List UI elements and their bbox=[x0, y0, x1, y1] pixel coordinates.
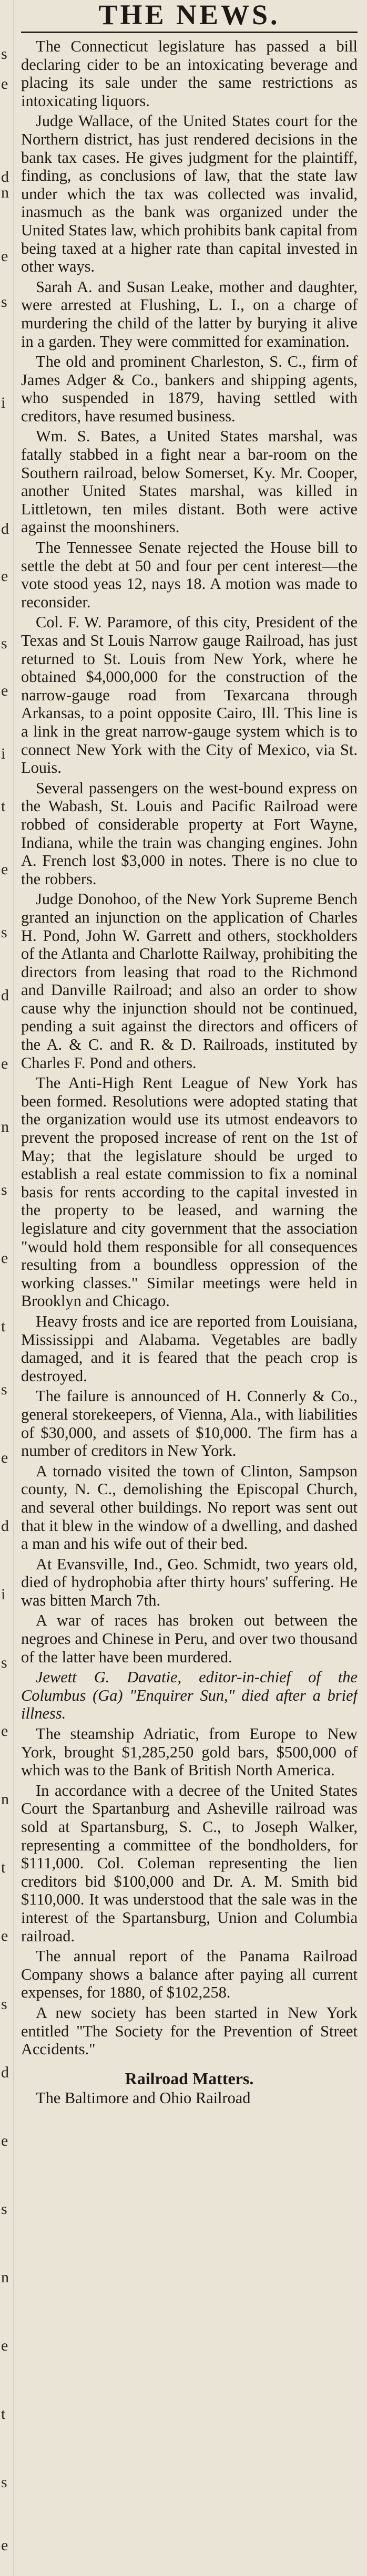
edge-fragment: i bbox=[1, 1586, 6, 1603]
edge-fragment: n bbox=[1, 184, 9, 201]
masthead-title: THE NEWS. bbox=[98, 0, 280, 29]
edge-fragment: e bbox=[1, 682, 8, 699]
edge-fragment: e bbox=[1, 861, 8, 878]
edge-fragment: e bbox=[1, 1927, 8, 1944]
edge-fragment: s bbox=[1, 2474, 7, 2491]
news-item: The Connecticut legislature has passed a bill declaring cider to be an intoxicating beverage and placing its sale under the same restrictions as intoxicating liquors. bbox=[21, 37, 358, 110]
edge-fragment: s bbox=[1, 45, 7, 63]
news-item: Heavy frosts and ice are reported from Louisiana, Mississippi and Alabama. Vegetables are badly damaged, and it is feared that the peach crop is destroyed. bbox=[21, 1312, 358, 1385]
edge-fragment: n bbox=[1, 1791, 9, 1808]
edge-fragment: i bbox=[1, 745, 6, 762]
news-item: The steamship Adriatic, from Europe to New York, brought $1,285,250 gold bars, $500,000 of which was to the Bank of British North America. bbox=[21, 1725, 358, 1780]
news-item: The old and prominent Charleston, S. C., firm of James Adger & Co., bankers and shipping agents, who suspended in 1879, having settled with creditors, have resumed business. bbox=[21, 353, 358, 425]
edge-fragment: t bbox=[1, 1859, 6, 1876]
edge-fragment: s bbox=[1, 293, 7, 311]
edge-fragment: s bbox=[1, 1995, 7, 2013]
edge-fragment: n bbox=[1, 1118, 9, 1135]
edge-fragment: d bbox=[1, 987, 9, 1004]
section-item: The Baltimore and Ohio Railroad bbox=[36, 2088, 251, 2107]
news-item: Sarah A. and Susan Leake, mother and daughter, were arrested at Flushing, L. I., on a charge of murdering the child of the latter by burying it alive in a garden. They were committed for examination. bbox=[21, 277, 358, 350]
news-item: Jewett G. Davatie, editor-in-chief of the Columbus (Ga) "Enquirer Sun," died after a brief illness. bbox=[21, 1668, 358, 1723]
news-item: At Evansville, Ind., Geo. Schmidt, two years old, died of hydrophobia after thirty hours' suffering. He was bitten March 7th. bbox=[21, 1555, 358, 1609]
news-item: Judge Wallace, of the United States court for the Northern district, has just rendered decisions in the bank tax cases. He gives judgment for the plaintiff, finding, as conclusions of law, that the state law under which the tax was collected was invalid, inasmuch as the bank was organized under the United States law, which prohibits bank capital from being taxed at a higher rate than capital invested in other ways. bbox=[21, 112, 358, 276]
edge-fragment: e bbox=[1, 1249, 8, 1267]
news-item: The annual report of the Panama Railroad Company shows a balance after paying all current expenses, for 1880, of $102,258. bbox=[21, 1947, 358, 2002]
news-item: Wm. S. Bates, a United States marshal, was fatally stabbed in a fight near a bar-room on the Southern railroad, below Somerset, Ky. Mr. Cooper, another United States marshal, was killed in Littletown, ten miles distant. Both were active against the moonshiners. bbox=[21, 427, 358, 536]
edge-fragment: e bbox=[1, 567, 8, 585]
edge-fragment: e bbox=[1, 75, 8, 92]
edge-fragment: t bbox=[1, 798, 6, 815]
edge-fragment: s bbox=[1, 924, 7, 941]
edge-fragment: e bbox=[1, 1449, 8, 1466]
section-items bbox=[21, 2089, 358, 2107]
news-item: Several passengers on the west-bound express on the Wabash, St. Louis and Pacific Railroad were robbed of considerable property at Fort Wayne, Indiana, while the train was changing engines. John A. French lost $3,000 in notes. There is no clue to the robbers. bbox=[21, 779, 358, 888]
edge-fragment: d bbox=[1, 168, 9, 185]
edge-fragment: t bbox=[1, 1318, 6, 1335]
news-item: The Tennessee Senate rejected the House bill to settle the debt at 50 and four per cent interest—the vote stood yeas 12, nays 18. A motion was made to reconsider. bbox=[21, 539, 358, 611]
masthead-rule bbox=[21, 32, 358, 33]
adjacent-column-fragments bbox=[0, 0, 12, 2576]
edge-fragment: e bbox=[1, 2537, 8, 2554]
edge-fragment: n bbox=[1, 2269, 9, 2286]
news-item: Col. F. W. Paramore, of this city, President of the Texas and St Louis Narrow gauge Railroad, has just returned to St. Louis from New York, where he obtained $4,000,000 for the construction of the narrow-gauge road from Texarcana through Arkansas, to a point opposite Cairo, Ill. This line is a link in the great narrow-gauge system which is to connect New York with the City of Mexico, via St. Louis. bbox=[21, 613, 358, 777]
edge-fragment: e bbox=[1, 1055, 8, 1072]
news-item: A new society has been started in New York entitled "The Society for the Prevention of Street Accidents." bbox=[21, 2003, 358, 2058]
edge-fragment: s bbox=[1, 1181, 7, 1198]
edge-fragment: i bbox=[1, 394, 6, 411]
section-heading: Railroad Matters. bbox=[125, 2068, 254, 2088]
edge-fragment: e bbox=[1, 247, 8, 265]
news-item: A tornado visited the town of Clinton, Sampson county, N. C., demolishing the Episcopal Church, and several other buildings. No report was sent out that it blew in the window of a dwelling, and dashed a man and his wife out of their bed. bbox=[21, 1462, 358, 1553]
news-item: A war of races has broken out between the negroes and Chinese in Peru, and over two thousand of the latter have been murdered. bbox=[21, 1611, 358, 1666]
edge-fragment: s bbox=[1, 635, 7, 652]
edge-fragment: d bbox=[1, 1517, 9, 1535]
edge-fragment: t bbox=[1, 2405, 6, 2423]
edge-fragment: s bbox=[1, 2200, 7, 2218]
edge-fragment: e bbox=[1, 2337, 8, 2354]
news-item: In accordance with a decree of the United States Court the Spartanburg and Asheville railroad was sold at Spartansburg, S. C., to Joseph Walker, representing a committee of the bondholders, for $111,000. Col. Coleman representing the lien creditors bid $100,000 and Dr. A. M. Smith bid $110,000. It was understood that the sale was in the interest of the Spartansburg, Union and Columbia railroad. bbox=[21, 1781, 358, 1945]
edge-fragment: e bbox=[1, 1722, 8, 1740]
news-item: The Anti-High Rent League of New York has been formed. Resolutions were adopted stating that the organization would use its utmost endeavors to prevent the proposed increase of rent on the 1st of May; that the legislature should be urged to establish a real estate commission to fix a nominal basis for rents according to the capital invested in the property to be leased, and warning the legislature and city government that the association "would hold them responsible for all consequences resulting from a boundless oppression of the working classes." Similar meetings were held in Brooklyn and Chicago. bbox=[21, 1074, 358, 1310]
edge-fragment: s bbox=[1, 1654, 7, 1671]
edge-fragment: e bbox=[1, 2132, 8, 2149]
news-column bbox=[21, 0, 358, 2576]
edge-fragment: d bbox=[1, 520, 9, 537]
news-items bbox=[21, 37, 358, 2058]
edge-fragment: d bbox=[1, 2064, 9, 2081]
news-item: Judge Donohoo, of the New York Supreme Bench granted an injunction on the application of Charles H. Pond, John W. Garrett and others, stockholders of the Atlanta and Charlotte Railway, prohibiting the directors from leasing that road to the Richmond and Danville Railroad; and also an order to show cause why the injunction should not be continued, pending a suit against the directors and officers of the A. & C. and R. & D. Railroads, instituted by Charles F. Pond and others. bbox=[21, 890, 358, 1072]
news-item: The failure is announced of H. Connerly & Co., general storekeepers, of Vienna, Ala., with liabilities of $30,000, and assets of $10,000. The firm has a number of creditors in New York. bbox=[21, 1387, 358, 1460]
edge-fragment: s bbox=[1, 1381, 7, 1398]
